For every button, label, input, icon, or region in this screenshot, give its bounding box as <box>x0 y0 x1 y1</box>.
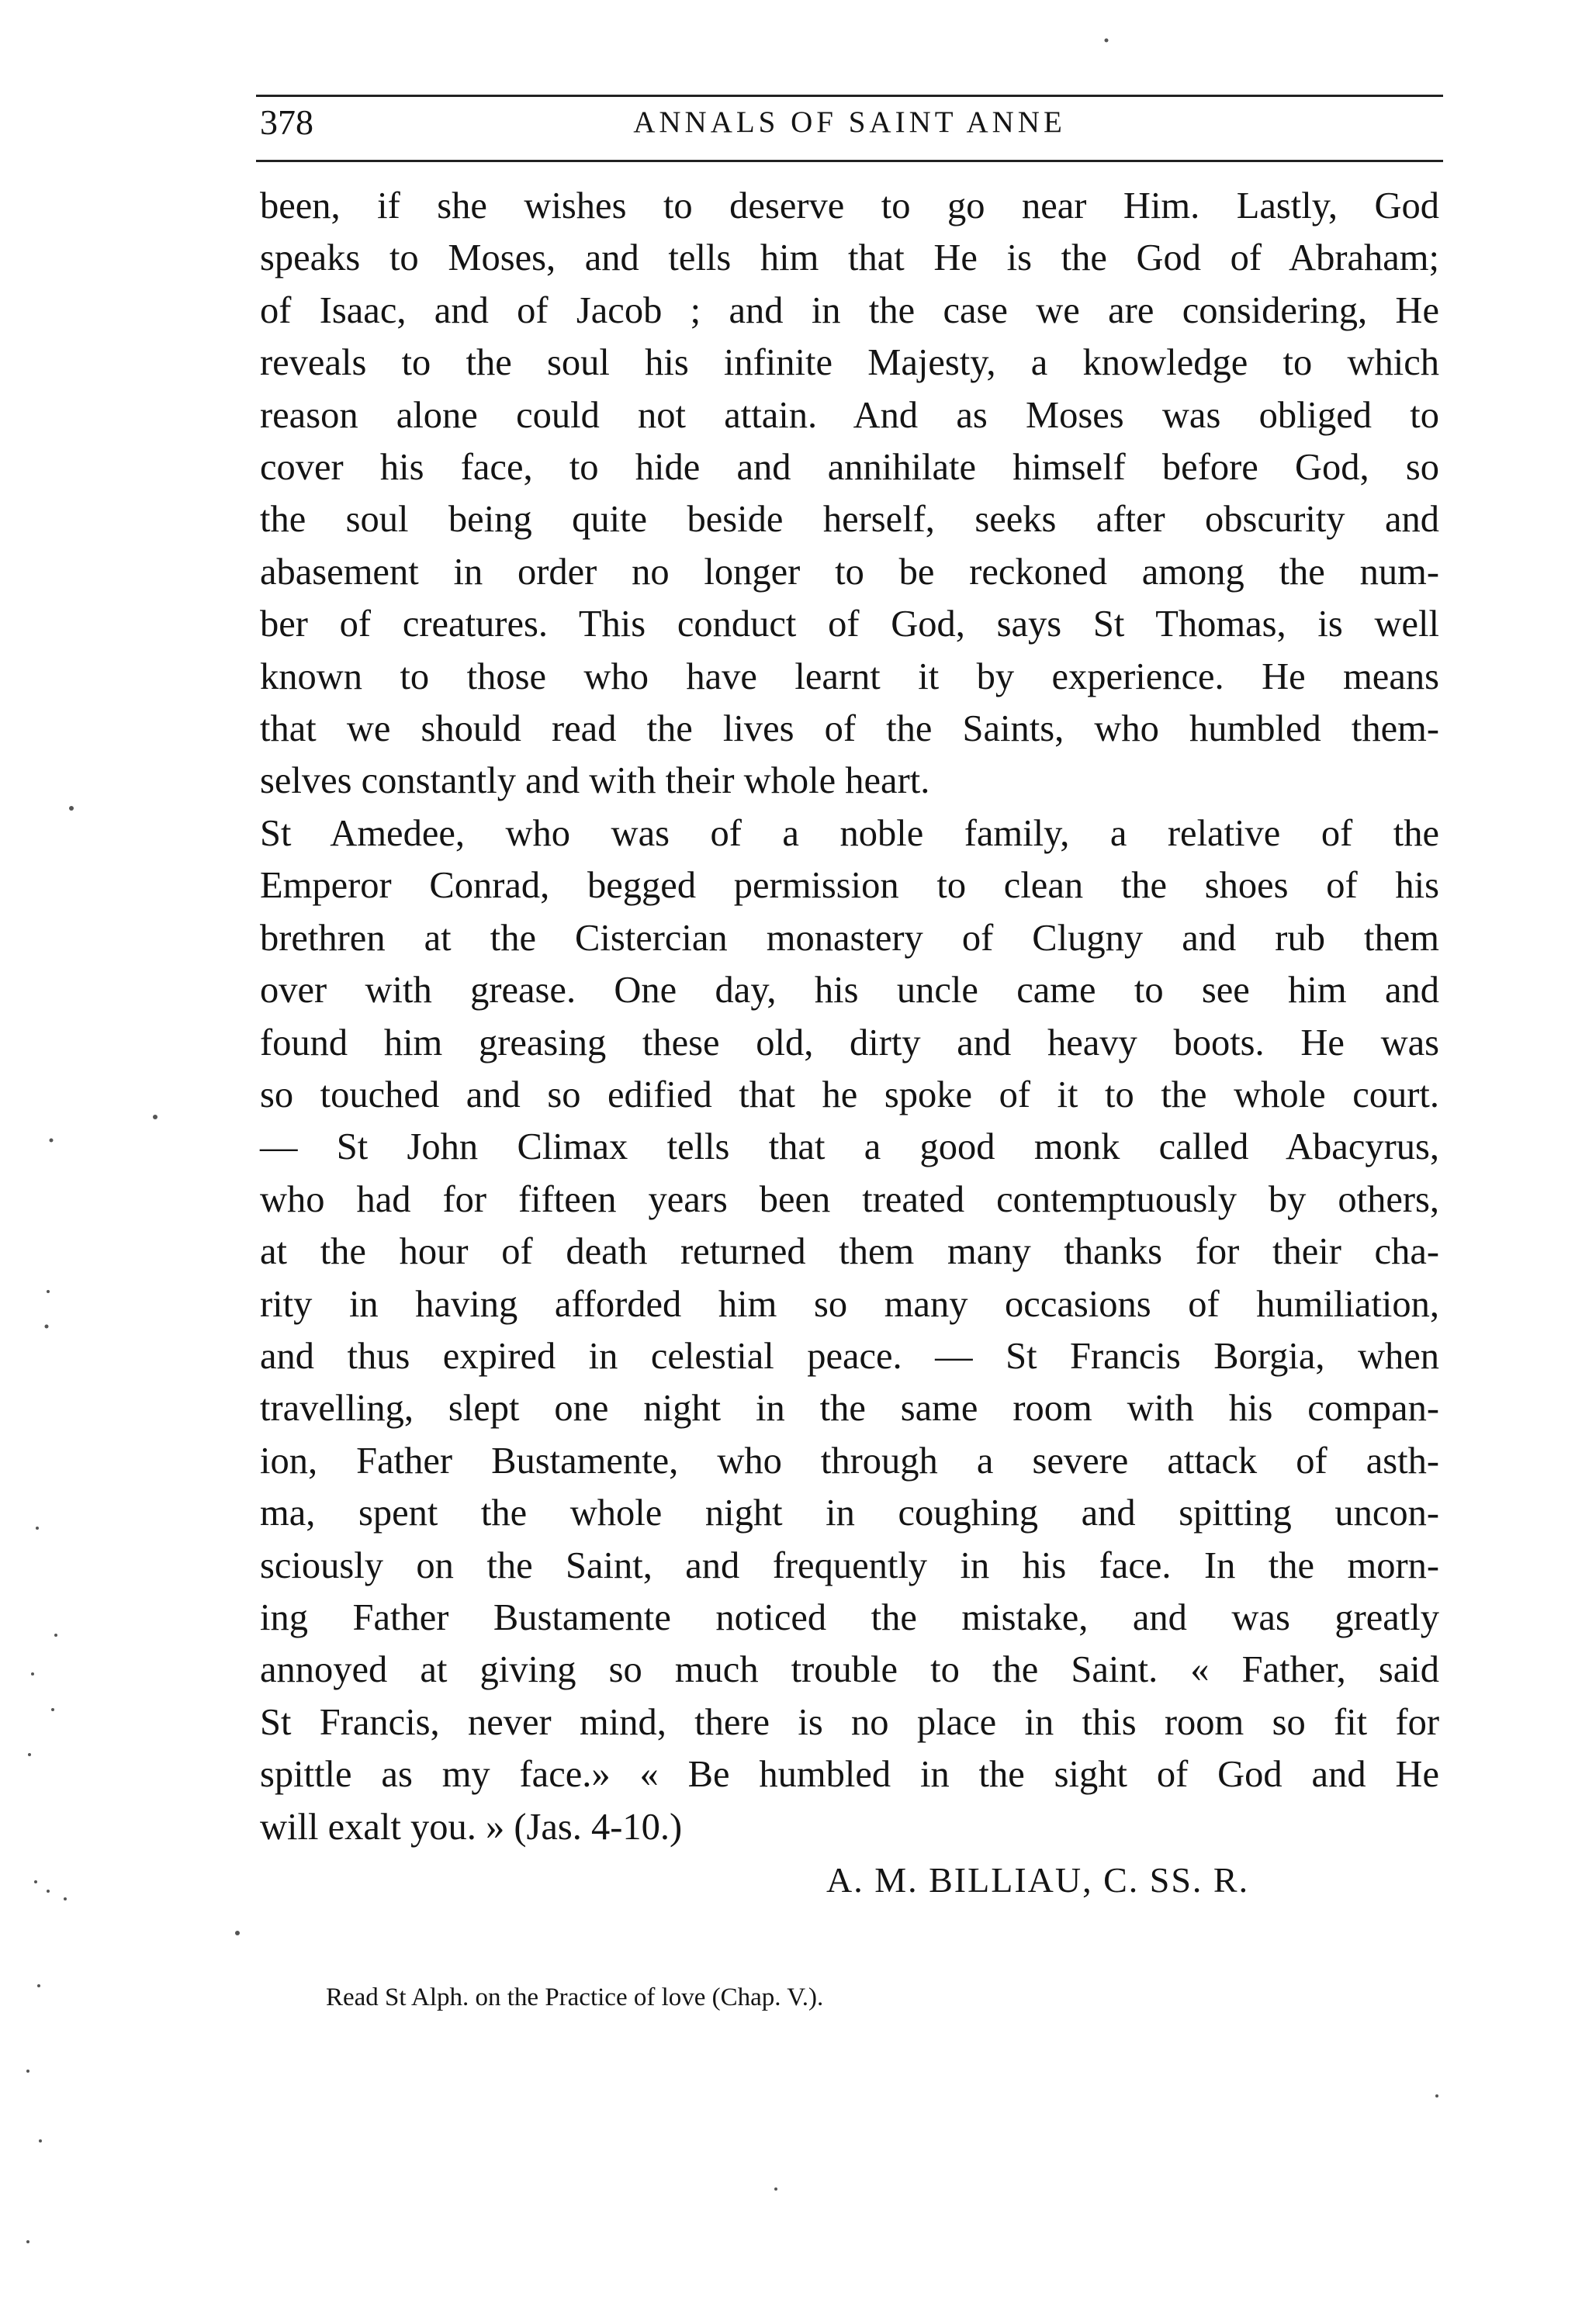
text-line: brethren at the Cistercian monastery of Clugny and rub them <box>260 917 1439 959</box>
text-line: the soul being quite beside herself, seeks after obscurity and <box>260 499 1439 541</box>
text-line: at the hour of death returned them many thanks for their cha- <box>260 1231 1439 1273</box>
text-line: been, if she wishes to deserve to go near Him. Lastly, God <box>260 185 1439 227</box>
paragraph-start-line: St Amedee, who was of a noble family, a relative of the <box>260 812 1439 854</box>
text-line: rity in having afforded him so many occasions of humiliation, <box>260 1283 1439 1325</box>
body-text <box>260 180 1439 1853</box>
text-line: travelling, slept one night in the same room with his compan- <box>260 1388 1439 1430</box>
text-line: will exalt you. » (Jas. 4-10.) <box>260 1806 683 1848</box>
text-line: who had for fifteen years been treated contemptuously by others, <box>260 1178 1439 1220</box>
text-line: Emperor Conrad, begged permission to clean the shoes of his <box>260 865 1439 907</box>
text-line: selves constantly and with their whole heart. <box>260 760 930 802</box>
text-line: St Francis, never mind, there is no place in this room so fit for <box>260 1701 1439 1743</box>
text-line: ing Father Bustamente noticed the mistake, and was greatly <box>260 1596 1439 1638</box>
text-line: known to those who have learnt it by experience. He means <box>260 655 1439 697</box>
text-line: cover his face, to hide and annihilate himself before God, so <box>260 447 1439 489</box>
text-line: that we should read the lives of the Saints, who humbled them- <box>260 708 1439 750</box>
text-line: ion, Father Bustamente, who through a severe attack of asth- <box>260 1440 1439 1482</box>
running-header <box>260 99 1439 146</box>
text-line: — St John Climax tells that a good monk called Abacyrus, <box>260 1126 1439 1168</box>
text-line: of Isaac, and of Jacob ; and in the case we are considering, He <box>260 289 1439 331</box>
text-line: ma, spent the whole night in coughing and spitting uncon- <box>260 1492 1439 1534</box>
page-number: 378 <box>260 102 313 142</box>
author-signature: A. M. BILLIAU, C. SS. R. <box>826 1860 1250 1900</box>
text-line: spittle as my face.» « Be humbled in the sight of God and He <box>260 1754 1439 1796</box>
text-line: found him greasing these old, dirty and heavy boots. He was <box>260 1022 1439 1063</box>
reading-note: Read St Alph. on the Practice of love (Chap. V.). <box>326 1983 824 2011</box>
text-line: ber of creatures. This conduct of God, says St Thomas, is well <box>260 603 1439 645</box>
text-line: and thus expired in celestial peace. — St Francis Borgia, when <box>260 1335 1439 1377</box>
text-line: so touched and so edified that he spoke of it to the whole court. <box>260 1074 1439 1115</box>
text-line: annoyed at giving so much trouble to the Saint. « Father, said <box>260 1649 1439 1691</box>
text-line: sciously on the Saint, and frequently in his face. In the morn- <box>260 1544 1439 1586</box>
header-rule <box>256 160 1443 162</box>
text-line: reason alone could not attain. And as Moses was obliged to <box>260 394 1439 436</box>
header-top-rule <box>256 95 1443 97</box>
text-line: abasement in order no longer to be reckoned among the num- <box>260 551 1439 593</box>
text-line: speaks to Moses, and tells him that He is the God of Abraham; <box>260 237 1439 279</box>
text-line: over with grease. One day, his uncle came to see him and <box>260 970 1439 1012</box>
running-title: ANNALS OF SAINT ANNE <box>633 105 1066 139</box>
text-line: reveals to the soul his infinite Majesty, a knowledge to which <box>260 342 1439 384</box>
